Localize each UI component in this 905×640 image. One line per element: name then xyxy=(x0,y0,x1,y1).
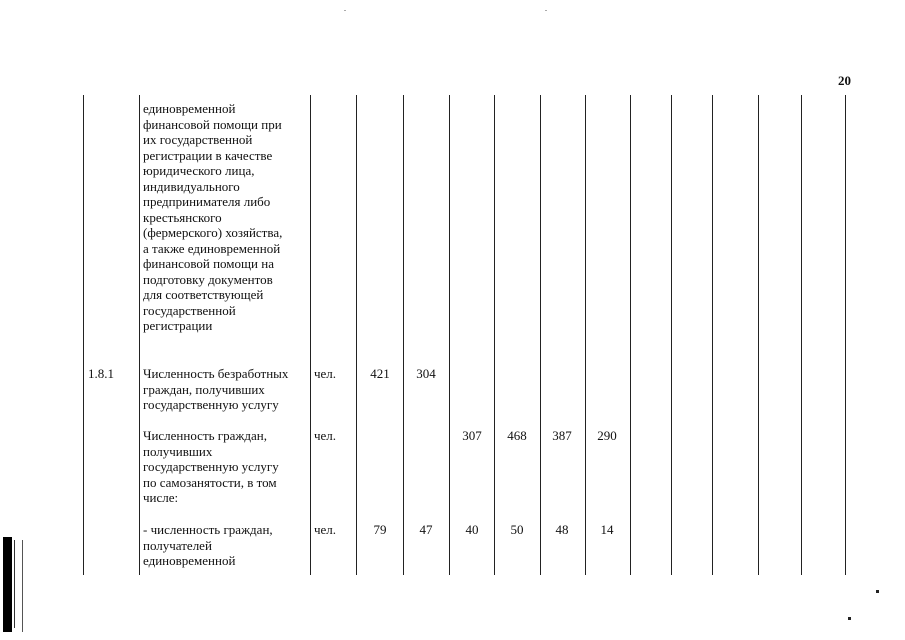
table-border-line xyxy=(845,95,846,575)
description-line: единовременной xyxy=(143,553,236,568)
description-line: получивших xyxy=(143,443,213,459)
table-border-line xyxy=(356,95,357,575)
value-cell: 307 xyxy=(462,428,482,443)
scan-artifact xyxy=(3,537,12,632)
scan-artifact xyxy=(545,10,547,11)
description-line: Численность граждан, xyxy=(143,428,267,443)
value-cell: 304 xyxy=(416,366,436,381)
description-line: получателей xyxy=(143,537,212,553)
description-line: юридического лица, xyxy=(143,163,255,178)
description-line: государственную услугу xyxy=(143,459,279,474)
row-unit: чел. xyxy=(314,522,337,537)
value-cell: 421 xyxy=(370,366,390,381)
table-border-line xyxy=(449,95,450,575)
table-border-line xyxy=(403,95,404,575)
scan-artifact xyxy=(14,540,15,628)
row-description xyxy=(143,366,308,413)
description-line: числе: xyxy=(143,490,179,505)
description-line: подготовку документов xyxy=(143,271,273,287)
value-cell: 468 xyxy=(507,428,527,443)
table-border-line xyxy=(712,95,713,575)
value-cell: 50 xyxy=(510,522,524,537)
description-line: финансовой помощи на xyxy=(143,256,274,271)
scan-artifact xyxy=(22,540,23,632)
description-line: (фермерского) хозяйства, xyxy=(143,225,283,240)
value-cell: 40 xyxy=(465,522,479,537)
value-cell: 14 xyxy=(600,522,614,537)
table-border-line xyxy=(671,95,672,575)
continuation-description xyxy=(143,101,308,334)
row-description xyxy=(143,522,308,569)
table-border-line xyxy=(139,95,140,575)
table-border-line xyxy=(310,95,311,575)
description-line: государственной xyxy=(143,302,236,318)
value-cell: 290 xyxy=(597,428,617,443)
value-cell: 387 xyxy=(552,428,572,443)
scan-artifact xyxy=(344,10,346,11)
value-cell: 47 xyxy=(419,522,433,537)
page-number: 20 xyxy=(838,73,851,88)
value-cell: 79 xyxy=(373,522,387,537)
description-line: предпринимателя либо xyxy=(143,194,271,209)
description-line: индивидуального xyxy=(143,178,240,194)
description-line: регистрации в качестве xyxy=(143,147,273,163)
table-border-line xyxy=(494,95,495,575)
description-line: единовременной xyxy=(143,101,236,116)
row-unit: чел. xyxy=(314,366,337,381)
table-border-line xyxy=(585,95,586,575)
row-unit: чел. xyxy=(314,428,337,443)
description-line: крестьянского xyxy=(143,209,222,225)
table-border-line xyxy=(540,95,541,575)
value-cell: 48 xyxy=(555,522,569,537)
description-line: а также единовременной xyxy=(143,240,281,256)
description-line: для соответствующей xyxy=(143,287,264,302)
row-number: 1.8.1 xyxy=(88,366,114,381)
table-border-line xyxy=(83,95,84,575)
description-line: государственную услугу xyxy=(143,397,279,412)
description-line: Численность безработных xyxy=(143,366,289,381)
table-border-line xyxy=(758,95,759,575)
description-line: финансовой помощи при xyxy=(143,116,282,132)
table-border-line xyxy=(630,95,631,575)
table-border-line xyxy=(801,95,802,575)
description-line: граждан, получивших xyxy=(143,381,265,397)
description-line: регистрации xyxy=(143,318,213,333)
description-line: - численность граждан, xyxy=(143,522,273,537)
description-line: по самозанятости, в том xyxy=(143,474,277,490)
scan-artifact xyxy=(876,590,879,593)
description-line: их государственной xyxy=(143,132,253,147)
scan-artifact xyxy=(848,617,851,620)
row-description xyxy=(143,428,308,506)
